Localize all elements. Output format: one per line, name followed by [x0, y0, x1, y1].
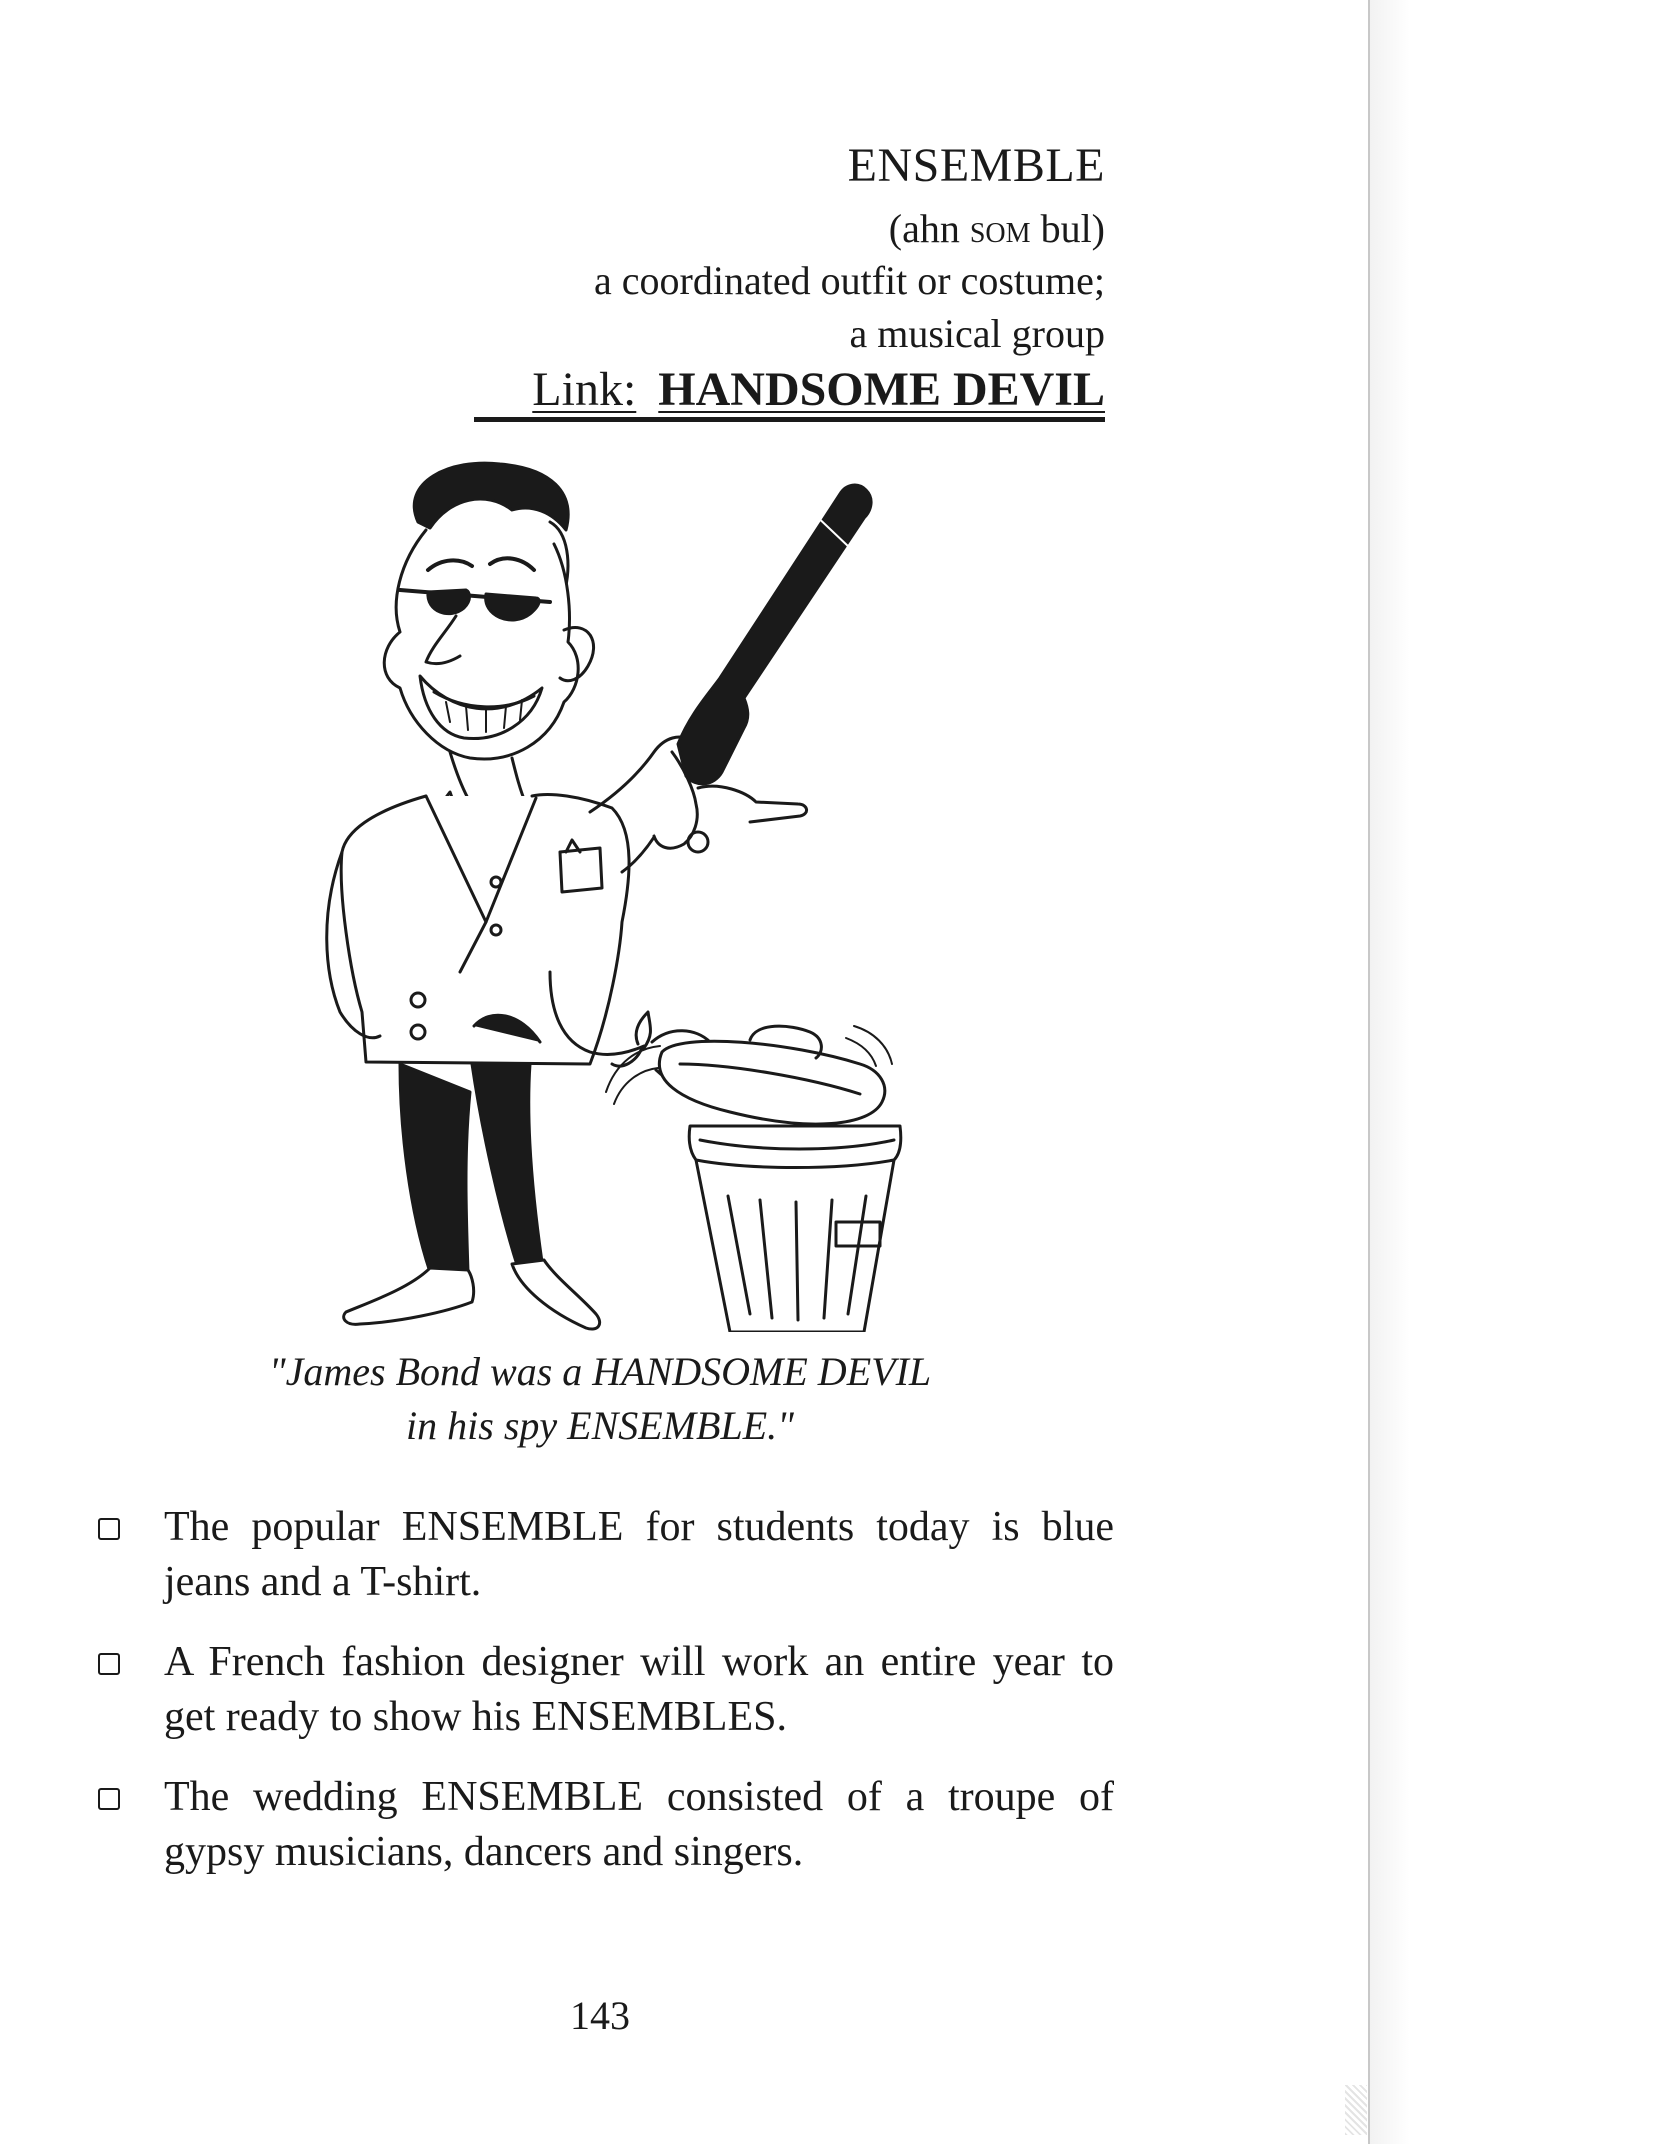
entry-word: ENSEMBLE: [847, 139, 1105, 192]
page-gutter-shadow: [1370, 0, 1664, 2144]
example-text: The wedding ENSEMBLE consisted of a troupe of gypsy musicians, dancers and singers.: [164, 1774, 1114, 1875]
caption-line-1: "James Bond was a HANDSOME DEVIL: [268, 1349, 932, 1394]
checkbox-icon: [98, 1653, 120, 1675]
header-rule: [474, 417, 1105, 422]
checkbox-icon: [98, 1788, 120, 1810]
pronunciation-close: bul): [1030, 206, 1105, 251]
checkbox-icon: [98, 1518, 120, 1540]
spy-cartoon-illustration: [250, 452, 970, 1332]
link-label: Link:: [532, 363, 637, 416]
pronunciation-open: (ahn: [888, 206, 970, 251]
link-word: HANDSOME DEVIL: [658, 363, 1105, 416]
example-text: A French fashion designer will work an entire year to get ready to show his ENSEMBLES.: [164, 1639, 1114, 1740]
entry-pronunciation: [400, 204, 1105, 254]
definition-line-1: a coordinated outfit or costume;: [594, 258, 1105, 303]
definition-line-2: a musical group: [849, 311, 1105, 356]
link-line: [400, 362, 1105, 418]
page-edge-line: [1368, 0, 1370, 2144]
example-text: The popular ENSEMBLE for students today is blue jeans and a T-shirt.: [164, 1504, 1114, 1605]
scan-corner-smudge: [1345, 2085, 1367, 2135]
page-number: 143: [570, 1993, 630, 2038]
pronunciation-stress: som: [969, 206, 1031, 251]
caption-line-2: in his spy ENSEMBLE.": [406, 1403, 794, 1448]
